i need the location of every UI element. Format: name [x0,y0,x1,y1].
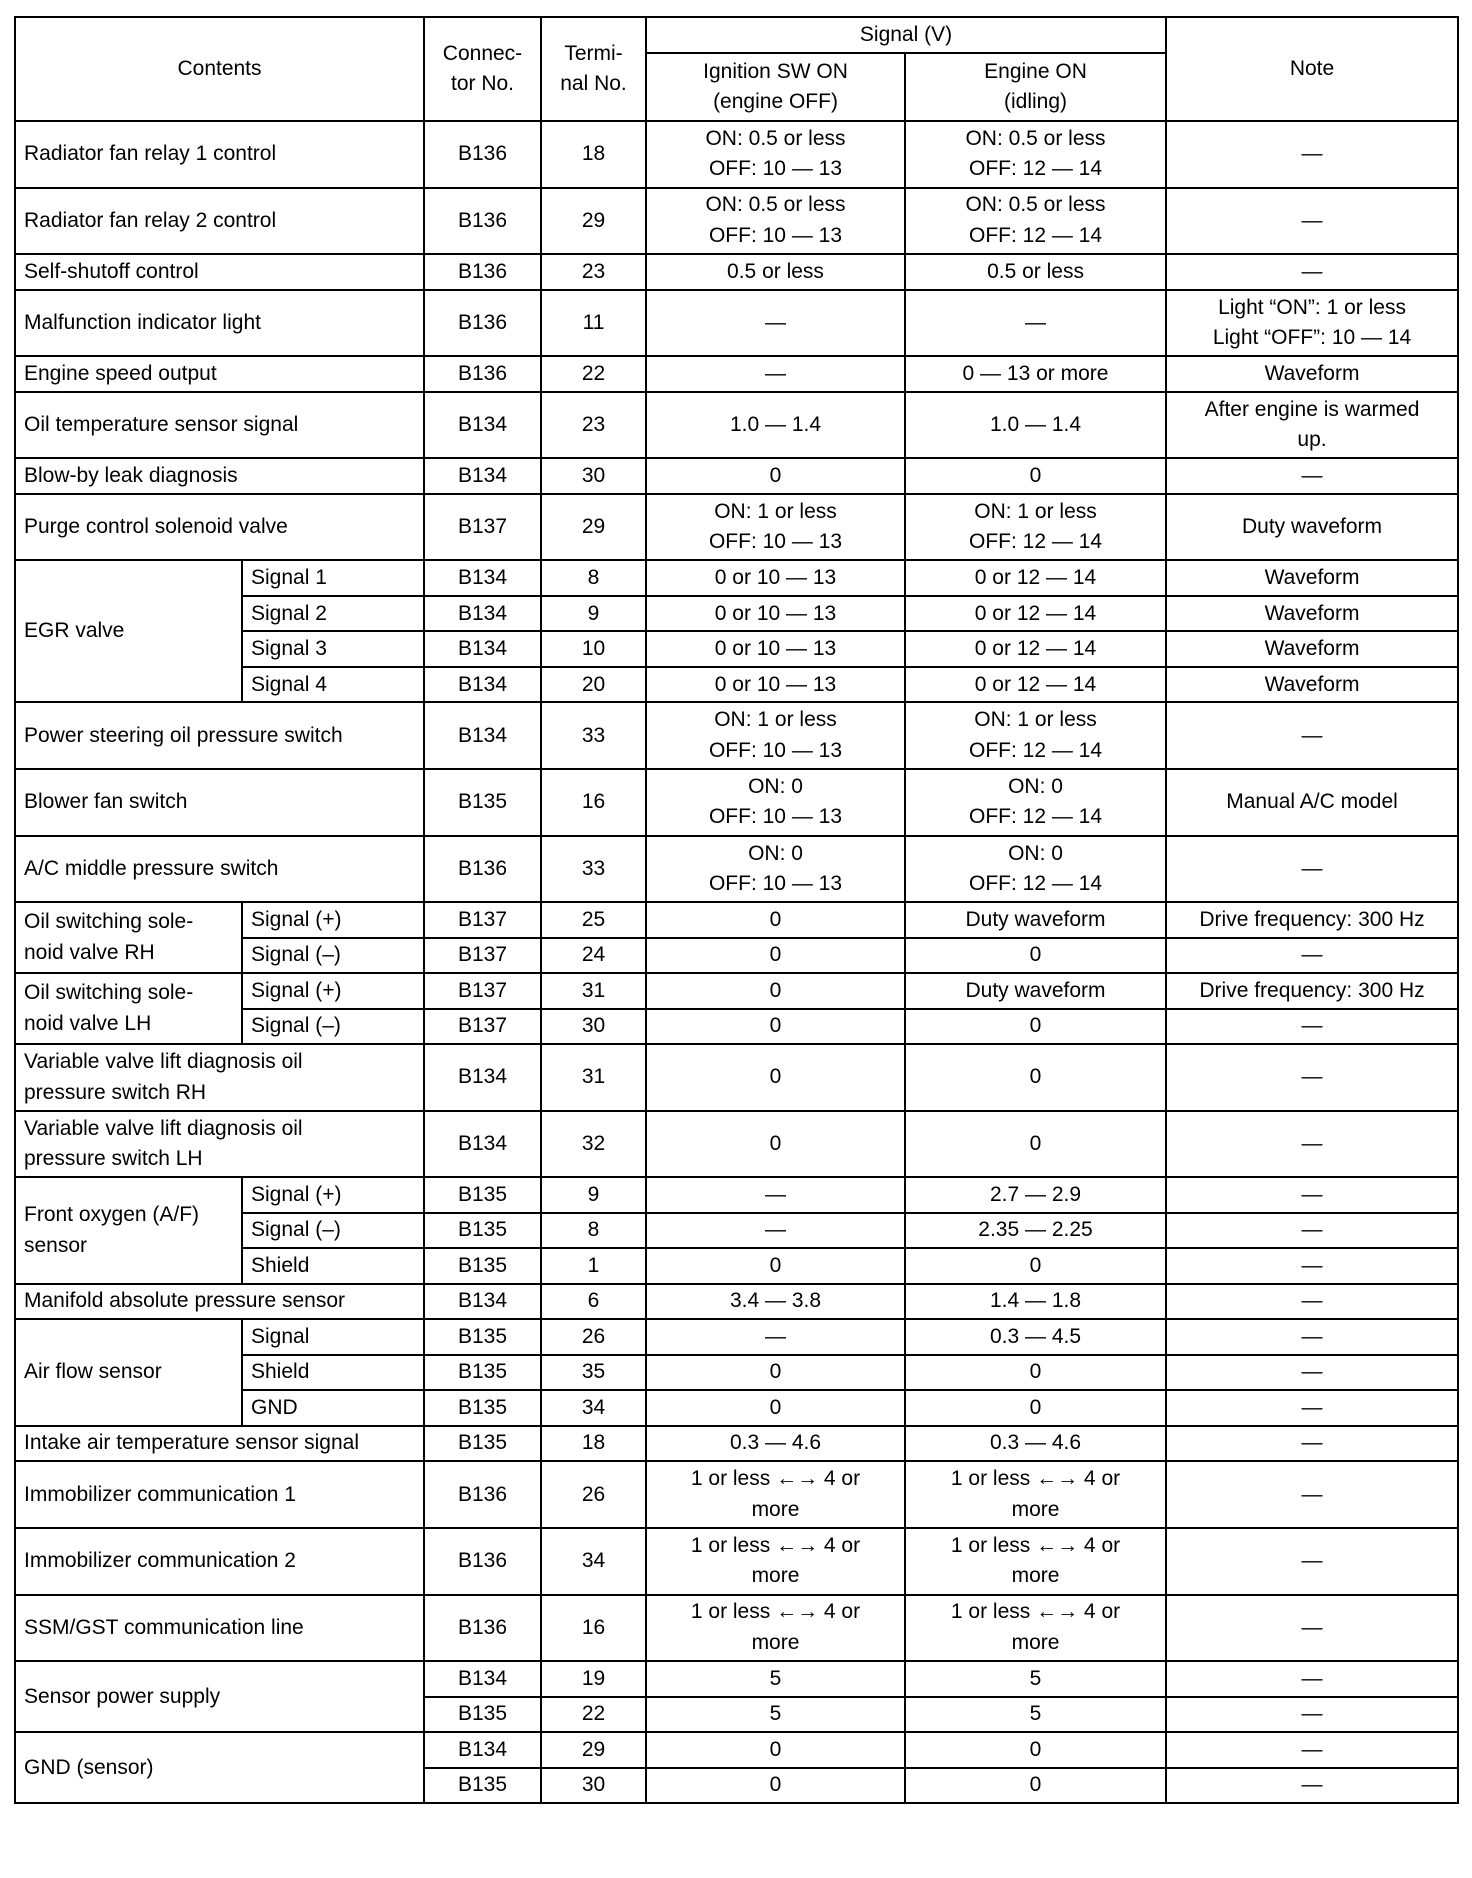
sub-signal-cell: Shield [242,1248,424,1284]
engine-signal-cell: — [905,290,1166,357]
connector-cell: B134 [424,458,541,494]
ignition-signal-cell: 0 [646,1355,905,1391]
terminal-cell: 35 [541,1355,646,1391]
header-signal: Signal (V) [646,17,1166,53]
ignition-signal-cell: 3.4 — 3.8 [646,1284,905,1320]
header-ignition-sw-on: Ignition SW ON (engine OFF) [646,53,905,121]
connector-cell: B134 [424,1732,541,1768]
terminal-cell: 33 [541,836,646,903]
engine-signal-cell: 0 [905,1732,1166,1768]
table-body [15,121,1458,1803]
contents-cell: Blow-by leak diagnosis [15,458,424,494]
note-cell: Waveform [1166,356,1458,392]
terminal-cell: 31 [541,973,646,1009]
ignition-signal-cell: 0 [646,1768,905,1804]
note-cell: — [1166,1768,1458,1804]
terminal-cell: 11 [541,290,646,357]
sub-signal-cell: Signal 3 [242,631,424,667]
table-row [15,1426,1458,1462]
engine-signal-cell: 0 [905,1009,1166,1045]
header-terminal: Termi- nal No. [541,17,646,121]
note-cell: — [1166,1355,1458,1391]
terminal-cell: 19 [541,1661,646,1697]
connector-cell: B135 [424,1768,541,1804]
terminal-cell: 33 [541,702,646,769]
terminal-cell: 32 [541,1111,646,1178]
terminal-cell: 29 [541,494,646,561]
table-row [15,1595,1458,1662]
note-cell: — [1166,1732,1458,1768]
contents-cell: SSM/GST communication line [15,1595,424,1662]
sub-signal-cell: Signal 4 [242,667,424,703]
ignition-signal-cell: 0.5 or less [646,254,905,290]
table-row [15,769,1458,836]
table-row [15,1177,1458,1213]
connector-cell: B136 [424,356,541,392]
terminal-cell: 26 [541,1319,646,1355]
engine-signal-cell: 0 [905,1355,1166,1391]
engine-signal-cell: 0 or 12 — 14 [905,631,1166,667]
engine-signal-cell: 0 [905,938,1166,974]
ignition-signal-cell: 0 [646,1732,905,1768]
sub-signal-cell: Signal (–) [242,938,424,974]
ignition-signal-cell: 0 [646,902,905,938]
note-cell: Waveform [1166,667,1458,703]
connector-cell: B134 [424,596,541,632]
terminal-cell: 30 [541,1768,646,1804]
note-cell: — [1166,836,1458,903]
ignition-signal-cell: 0 or 10 — 13 [646,667,905,703]
ignition-signal-cell: ON: 1 or less OFF: 10 — 13 [646,702,905,769]
engine-signal-cell: 5 [905,1697,1166,1733]
terminal-cell: 18 [541,1426,646,1462]
note-cell: — [1166,1390,1458,1426]
ignition-signal-cell: ON: 1 or less OFF: 10 — 13 [646,494,905,561]
connector-cell: B136 [424,254,541,290]
engine-signal-cell: 0 or 12 — 14 [905,560,1166,596]
connector-cell: B135 [424,769,541,836]
note-cell: — [1166,1595,1458,1662]
header-note: Note [1166,17,1458,121]
connector-cell: B135 [424,1177,541,1213]
ignition-signal-cell: 0 [646,1044,905,1111]
table-row [15,1461,1458,1528]
ignition-signal-cell: 1 or less ←→ 4 or more [646,1461,905,1528]
note-cell: Light “ON”: 1 or less Light “OFF”: 10 — 14 [1166,290,1458,357]
note-cell: — [1166,254,1458,290]
engine-signal-cell: Duty waveform [905,902,1166,938]
connector-cell: B136 [424,121,541,188]
ignition-signal-cell: 1.0 — 1.4 [646,392,905,459]
connector-cell: B137 [424,973,541,1009]
engine-signal-cell: 0 or 12 — 14 [905,667,1166,703]
note-cell: — [1166,188,1458,255]
contents-cell: Oil switching sole- noid valve RH [15,902,242,973]
note-cell: — [1166,1461,1458,1528]
connector-cell: B134 [424,631,541,667]
connector-cell: B137 [424,494,541,561]
sub-signal-cell: Shield [242,1355,424,1391]
connector-cell: B136 [424,1528,541,1595]
engine-signal-cell: 0 [905,1390,1166,1426]
ignition-signal-cell: — [646,290,905,357]
sub-signal-cell: Signal [242,1319,424,1355]
sub-signal-cell: GND [242,1390,424,1426]
connector-cell: B135 [424,1390,541,1426]
sub-signal-cell: Signal (–) [242,1009,424,1045]
engine-signal-cell: 2.7 — 2.9 [905,1177,1166,1213]
ignition-signal-cell: — [646,356,905,392]
ignition-signal-cell: 0 or 10 — 13 [646,560,905,596]
terminal-cell: 23 [541,254,646,290]
terminal-cell: 23 [541,392,646,459]
note-cell: Waveform [1166,596,1458,632]
ignition-signal-cell: 0 [646,1111,905,1178]
note-cell: — [1166,458,1458,494]
connector-cell: B134 [424,1661,541,1697]
ignition-signal-cell: 0 [646,1248,905,1284]
engine-signal-cell: 1.4 — 1.8 [905,1284,1166,1320]
terminal-cell: 25 [541,902,646,938]
connector-cell: B135 [424,1697,541,1733]
table-row [15,973,1458,1009]
contents-cell: Engine speed output [15,356,424,392]
table-row [15,1044,1458,1111]
connector-cell: B135 [424,1248,541,1284]
ignition-signal-cell: — [646,1177,905,1213]
ignition-signal-cell: 0.3 — 4.6 [646,1426,905,1462]
note-cell: — [1166,938,1458,974]
contents-cell: Intake air temperature sensor signal [15,1426,424,1462]
connector-cell: B137 [424,1009,541,1045]
ignition-signal-cell: 1 or less ←→ 4 or more [646,1595,905,1662]
connector-cell: B137 [424,902,541,938]
contents-cell: Sensor power supply [15,1661,424,1732]
contents-cell: Air flow sensor [15,1319,242,1426]
sub-signal-cell: Signal 2 [242,596,424,632]
engine-signal-cell: 0 [905,458,1166,494]
connector-cell: B135 [424,1213,541,1249]
note-cell: — [1166,1248,1458,1284]
engine-signal-cell: 1 or less ←→ 4 or more [905,1528,1166,1595]
terminal-cell: 24 [541,938,646,974]
connector-cell: B136 [424,1595,541,1662]
contents-cell: Purge control solenoid valve [15,494,424,561]
engine-signal-cell: ON: 0 OFF: 12 — 14 [905,769,1166,836]
ignition-signal-cell: ON: 0.5 or less OFF: 10 — 13 [646,121,905,188]
ignition-signal-cell: 1 or less ←→ 4 or more [646,1528,905,1595]
ignition-signal-cell: 5 [646,1697,905,1733]
note-cell: Waveform [1166,631,1458,667]
terminal-cell: 20 [541,667,646,703]
engine-signal-cell: ON: 0.5 or less OFF: 12 — 14 [905,188,1166,255]
note-cell: — [1166,1213,1458,1249]
terminal-cell: 6 [541,1284,646,1320]
contents-cell: Oil temperature sensor signal [15,392,424,459]
terminal-cell: 9 [541,1177,646,1213]
terminal-cell: 8 [541,1213,646,1249]
engine-signal-cell: 0 [905,1248,1166,1284]
table-row [15,121,1458,188]
ignition-signal-cell: 0 or 10 — 13 [646,631,905,667]
table-row [15,1284,1458,1320]
ignition-signal-cell: 0 [646,458,905,494]
contents-cell: Variable valve lift diagnosis oil pressure switch RH [15,1044,424,1111]
sub-signal-cell: Signal (–) [242,1213,424,1249]
connector-cell: B135 [424,1426,541,1462]
table-row [15,836,1458,903]
engine-signal-cell: ON: 0.5 or less OFF: 12 — 14 [905,121,1166,188]
engine-signal-cell: 0 [905,1111,1166,1178]
terminal-cell: 16 [541,1595,646,1662]
table-row [15,702,1458,769]
terminal-cell: 34 [541,1390,646,1426]
note-cell: — [1166,1319,1458,1355]
engine-signal-cell: 0.3 — 4.5 [905,1319,1166,1355]
connector-cell: B136 [424,290,541,357]
header-contents: Contents [15,17,424,121]
engine-signal-cell: 0.5 or less [905,254,1166,290]
note-cell: Drive frequency: 300 Hz [1166,902,1458,938]
contents-cell: Manifold absolute pressure sensor [15,1284,424,1320]
ignition-signal-cell: 0 [646,973,905,1009]
engine-signal-cell: 0 — 13 or more [905,356,1166,392]
sub-signal-cell: Signal (+) [242,973,424,1009]
table-row [15,290,1458,357]
sub-signal-cell: Signal (+) [242,1177,424,1213]
engine-signal-cell: 2.35 — 2.25 [905,1213,1166,1249]
engine-signal-cell: 1 or less ←→ 4 or more [905,1595,1166,1662]
note-cell: — [1166,1177,1458,1213]
connector-cell: B134 [424,1111,541,1178]
terminal-cell: 18 [541,121,646,188]
terminal-cell: 22 [541,1697,646,1733]
header-engine-on: Engine ON (idling) [905,53,1166,121]
note-cell: — [1166,1697,1458,1733]
engine-signal-cell: 0.3 — 4.6 [905,1426,1166,1462]
ignition-signal-cell: ON: 0 OFF: 10 — 13 [646,769,905,836]
note-cell: Waveform [1166,560,1458,596]
connector-cell: B135 [424,1355,541,1391]
engine-signal-cell: 0 [905,1768,1166,1804]
contents-cell: GND (sensor) [15,1732,424,1803]
table-row [15,1661,1458,1697]
note-cell: — [1166,1044,1458,1111]
contents-cell: Power steering oil pressure switch [15,702,424,769]
ignition-signal-cell: — [646,1213,905,1249]
connector-cell: B134 [424,392,541,459]
terminal-cell: 10 [541,631,646,667]
terminal-cell: 29 [541,188,646,255]
contents-cell: Self-shutoff control [15,254,424,290]
contents-cell: Front oxygen (A/F) sensor [15,1177,242,1284]
terminal-cell: 34 [541,1528,646,1595]
engine-signal-cell: ON: 1 or less OFF: 12 — 14 [905,702,1166,769]
contents-cell: Immobilizer communication 1 [15,1461,424,1528]
terminal-cell: 16 [541,769,646,836]
note-cell: Duty waveform [1166,494,1458,561]
contents-cell: A/C middle pressure switch [15,836,424,903]
table-row [15,1319,1458,1355]
note-cell: — [1166,121,1458,188]
ecm-terminal-signal-table [14,16,1459,1804]
ignition-signal-cell: — [646,1319,905,1355]
terminal-cell: 1 [541,1248,646,1284]
engine-signal-cell: 0 or 12 — 14 [905,596,1166,632]
engine-signal-cell: 0 [905,1044,1166,1111]
note-cell: — [1166,1661,1458,1697]
terminal-cell: 22 [541,356,646,392]
ignition-signal-cell: ON: 0 OFF: 10 — 13 [646,836,905,903]
note-cell: Manual A/C model [1166,769,1458,836]
ignition-signal-cell: 0 [646,1009,905,1045]
engine-signal-cell: Duty waveform [905,973,1166,1009]
table-row [15,494,1458,561]
connector-cell: B134 [424,1044,541,1111]
note-cell: After engine is warmed up. [1166,392,1458,459]
table-row [15,902,1458,938]
contents-cell: EGR valve [15,560,242,702]
terminal-cell: 9 [541,596,646,632]
ignition-signal-cell: ON: 0.5 or less OFF: 10 — 13 [646,188,905,255]
note-cell: — [1166,1528,1458,1595]
connector-cell: B134 [424,1284,541,1320]
header-connector: Connec- tor No. [424,17,541,121]
engine-signal-cell: 5 [905,1661,1166,1697]
terminal-cell: 29 [541,1732,646,1768]
ignition-signal-cell: 0 [646,1390,905,1426]
terminal-cell: 30 [541,1009,646,1045]
table-row [15,1528,1458,1595]
table-row [15,560,1458,596]
table-row [15,458,1458,494]
table-row [15,1111,1458,1178]
connector-cell: B136 [424,1461,541,1528]
terminal-cell: 30 [541,458,646,494]
contents-cell: Oil switching sole- noid valve LH [15,973,242,1044]
engine-signal-cell: ON: 0 OFF: 12 — 14 [905,836,1166,903]
ignition-signal-cell: 0 [646,938,905,974]
sub-signal-cell: Signal (+) [242,902,424,938]
ignition-signal-cell: 0 or 10 — 13 [646,596,905,632]
contents-cell: Variable valve lift diagnosis oil pressure switch LH [15,1111,424,1178]
terminal-cell: 31 [541,1044,646,1111]
sub-signal-cell: Signal 1 [242,560,424,596]
terminal-cell: 26 [541,1461,646,1528]
engine-signal-cell: ON: 1 or less OFF: 12 — 14 [905,494,1166,561]
table-row [15,356,1458,392]
engine-signal-cell: 1 or less ←→ 4 or more [905,1461,1166,1528]
contents-cell: Immobilizer communication 2 [15,1528,424,1595]
contents-cell: Radiator fan relay 2 control [15,188,424,255]
contents-cell: Radiator fan relay 1 control [15,121,424,188]
note-cell: Drive frequency: 300 Hz [1166,973,1458,1009]
contents-cell: Malfunction indicator light [15,290,424,357]
note-cell: — [1166,1111,1458,1178]
note-cell: — [1166,702,1458,769]
ignition-signal-cell: 5 [646,1661,905,1697]
connector-cell: B134 [424,560,541,596]
connector-cell: B135 [424,1319,541,1355]
table-row [15,188,1458,255]
engine-signal-cell: 1.0 — 1.4 [905,392,1166,459]
terminal-cell: 8 [541,560,646,596]
table-row [15,392,1458,459]
connector-cell: B134 [424,667,541,703]
connector-cell: B137 [424,938,541,974]
table-row [15,1732,1458,1768]
connector-cell: B136 [424,836,541,903]
connector-cell: B136 [424,188,541,255]
contents-cell: Blower fan switch [15,769,424,836]
note-cell: — [1166,1009,1458,1045]
note-cell: — [1166,1426,1458,1462]
note-cell: — [1166,1284,1458,1320]
table-row [15,254,1458,290]
connector-cell: B134 [424,702,541,769]
